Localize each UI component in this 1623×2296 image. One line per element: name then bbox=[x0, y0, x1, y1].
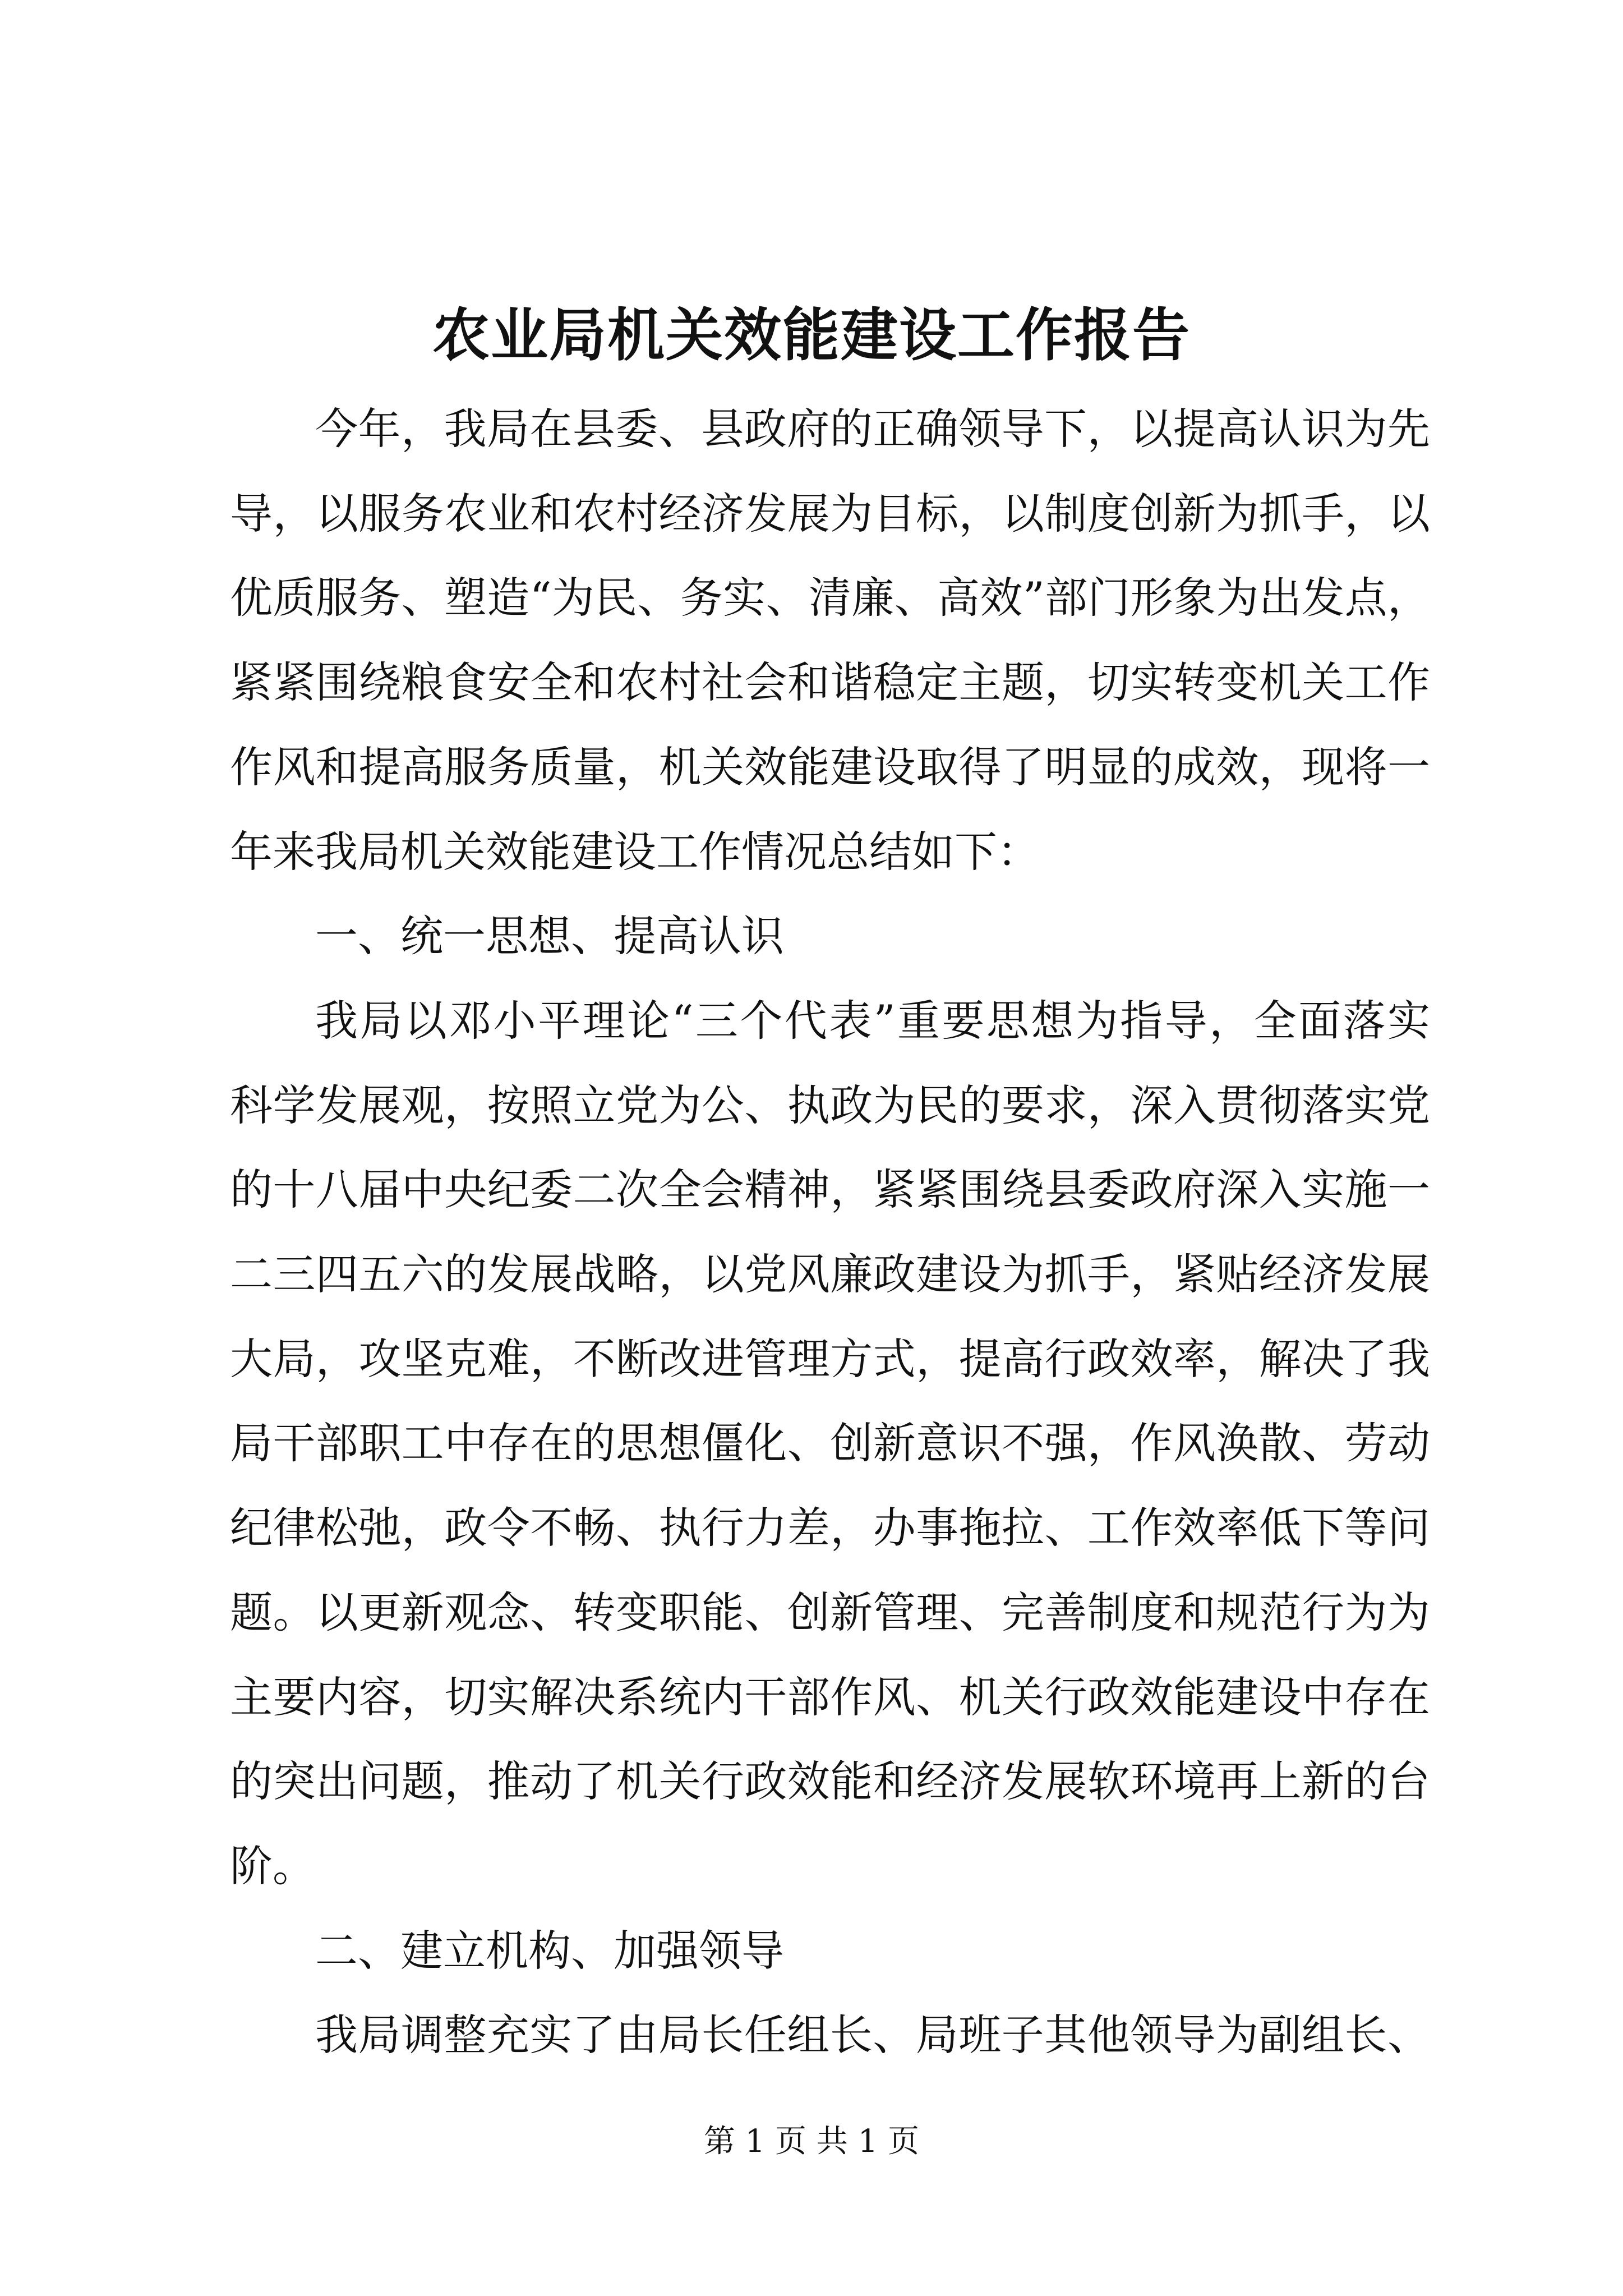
document-title: 农业局机关效能建设工作报告 bbox=[432, 302, 1191, 369]
body-line: 一、统一思想、提高认识 bbox=[315, 911, 784, 961]
body-line: 优质服务、塑造“为民、务实、清廉、高效”部门形象为出发点， bbox=[230, 573, 1430, 623]
body-line: 主要内容，切实解决系统内干部作风、机关行政效能建设中存在 bbox=[230, 1672, 1430, 1722]
body-line: 纪律松弛，政令不畅、执行力差，办事拖拉、工作效率低下等问 bbox=[230, 1503, 1430, 1553]
body-line: 题。以更新观念、转变职能、创新管理、完善制度和规范行为为 bbox=[230, 1587, 1430, 1637]
body-line: 二、建立机构、加强领导 bbox=[315, 1925, 784, 1976]
body-line: 阶。 bbox=[230, 1841, 315, 1891]
body-line: 的突出问题，推动了机关行政效能和经济发展软环境再上新的台 bbox=[230, 1756, 1430, 1807]
body-line: 今年，我局在县委、县政府的正确领导下，以提高认识为先 bbox=[315, 404, 1430, 454]
body-line: 的十八届中央纪委二次全会精神，紧紧围绕县委政府深入实施一 bbox=[230, 1165, 1430, 1215]
body-line: 大局，攻坚克难，不断改进管理方式，提高行政效率，解决了我 bbox=[230, 1333, 1430, 1384]
body-line: 我局以邓小平理论“三个代表”重要思想为指导，全面落实 bbox=[315, 995, 1430, 1046]
body-line: 科学发展观，按照立党为公、执政为民的要求，深入贯彻落实党 bbox=[230, 1080, 1430, 1130]
body-line: 局干部职工中存在的思想僵化、创新意识不强，作风涣散、劳动 bbox=[230, 1418, 1430, 1469]
body-line: 导，以服务农业和农村经济发展为目标，以制度创新为抓手，以 bbox=[230, 488, 1430, 539]
body-line: 年来我局机关效能建设工作情况总结如下： bbox=[230, 826, 1040, 877]
page-footer: 第 1 页 共 1 页 bbox=[703, 2123, 920, 2160]
body-line: 作风和提高服务质量，机关效能建设取得了明显的成效，现将一 bbox=[230, 742, 1430, 792]
body-line: 二三四五六的发展战略，以党风廉政建设为抓手，紧贴经济发展 bbox=[230, 1249, 1430, 1299]
body-line: 我局调整充实了由局长任组长、局班子其他领导为副组长、 bbox=[315, 2010, 1430, 2060]
body-line: 紧紧围绕粮食安全和农村社会和谐稳定主题，切实转变机关工作 bbox=[230, 657, 1430, 708]
